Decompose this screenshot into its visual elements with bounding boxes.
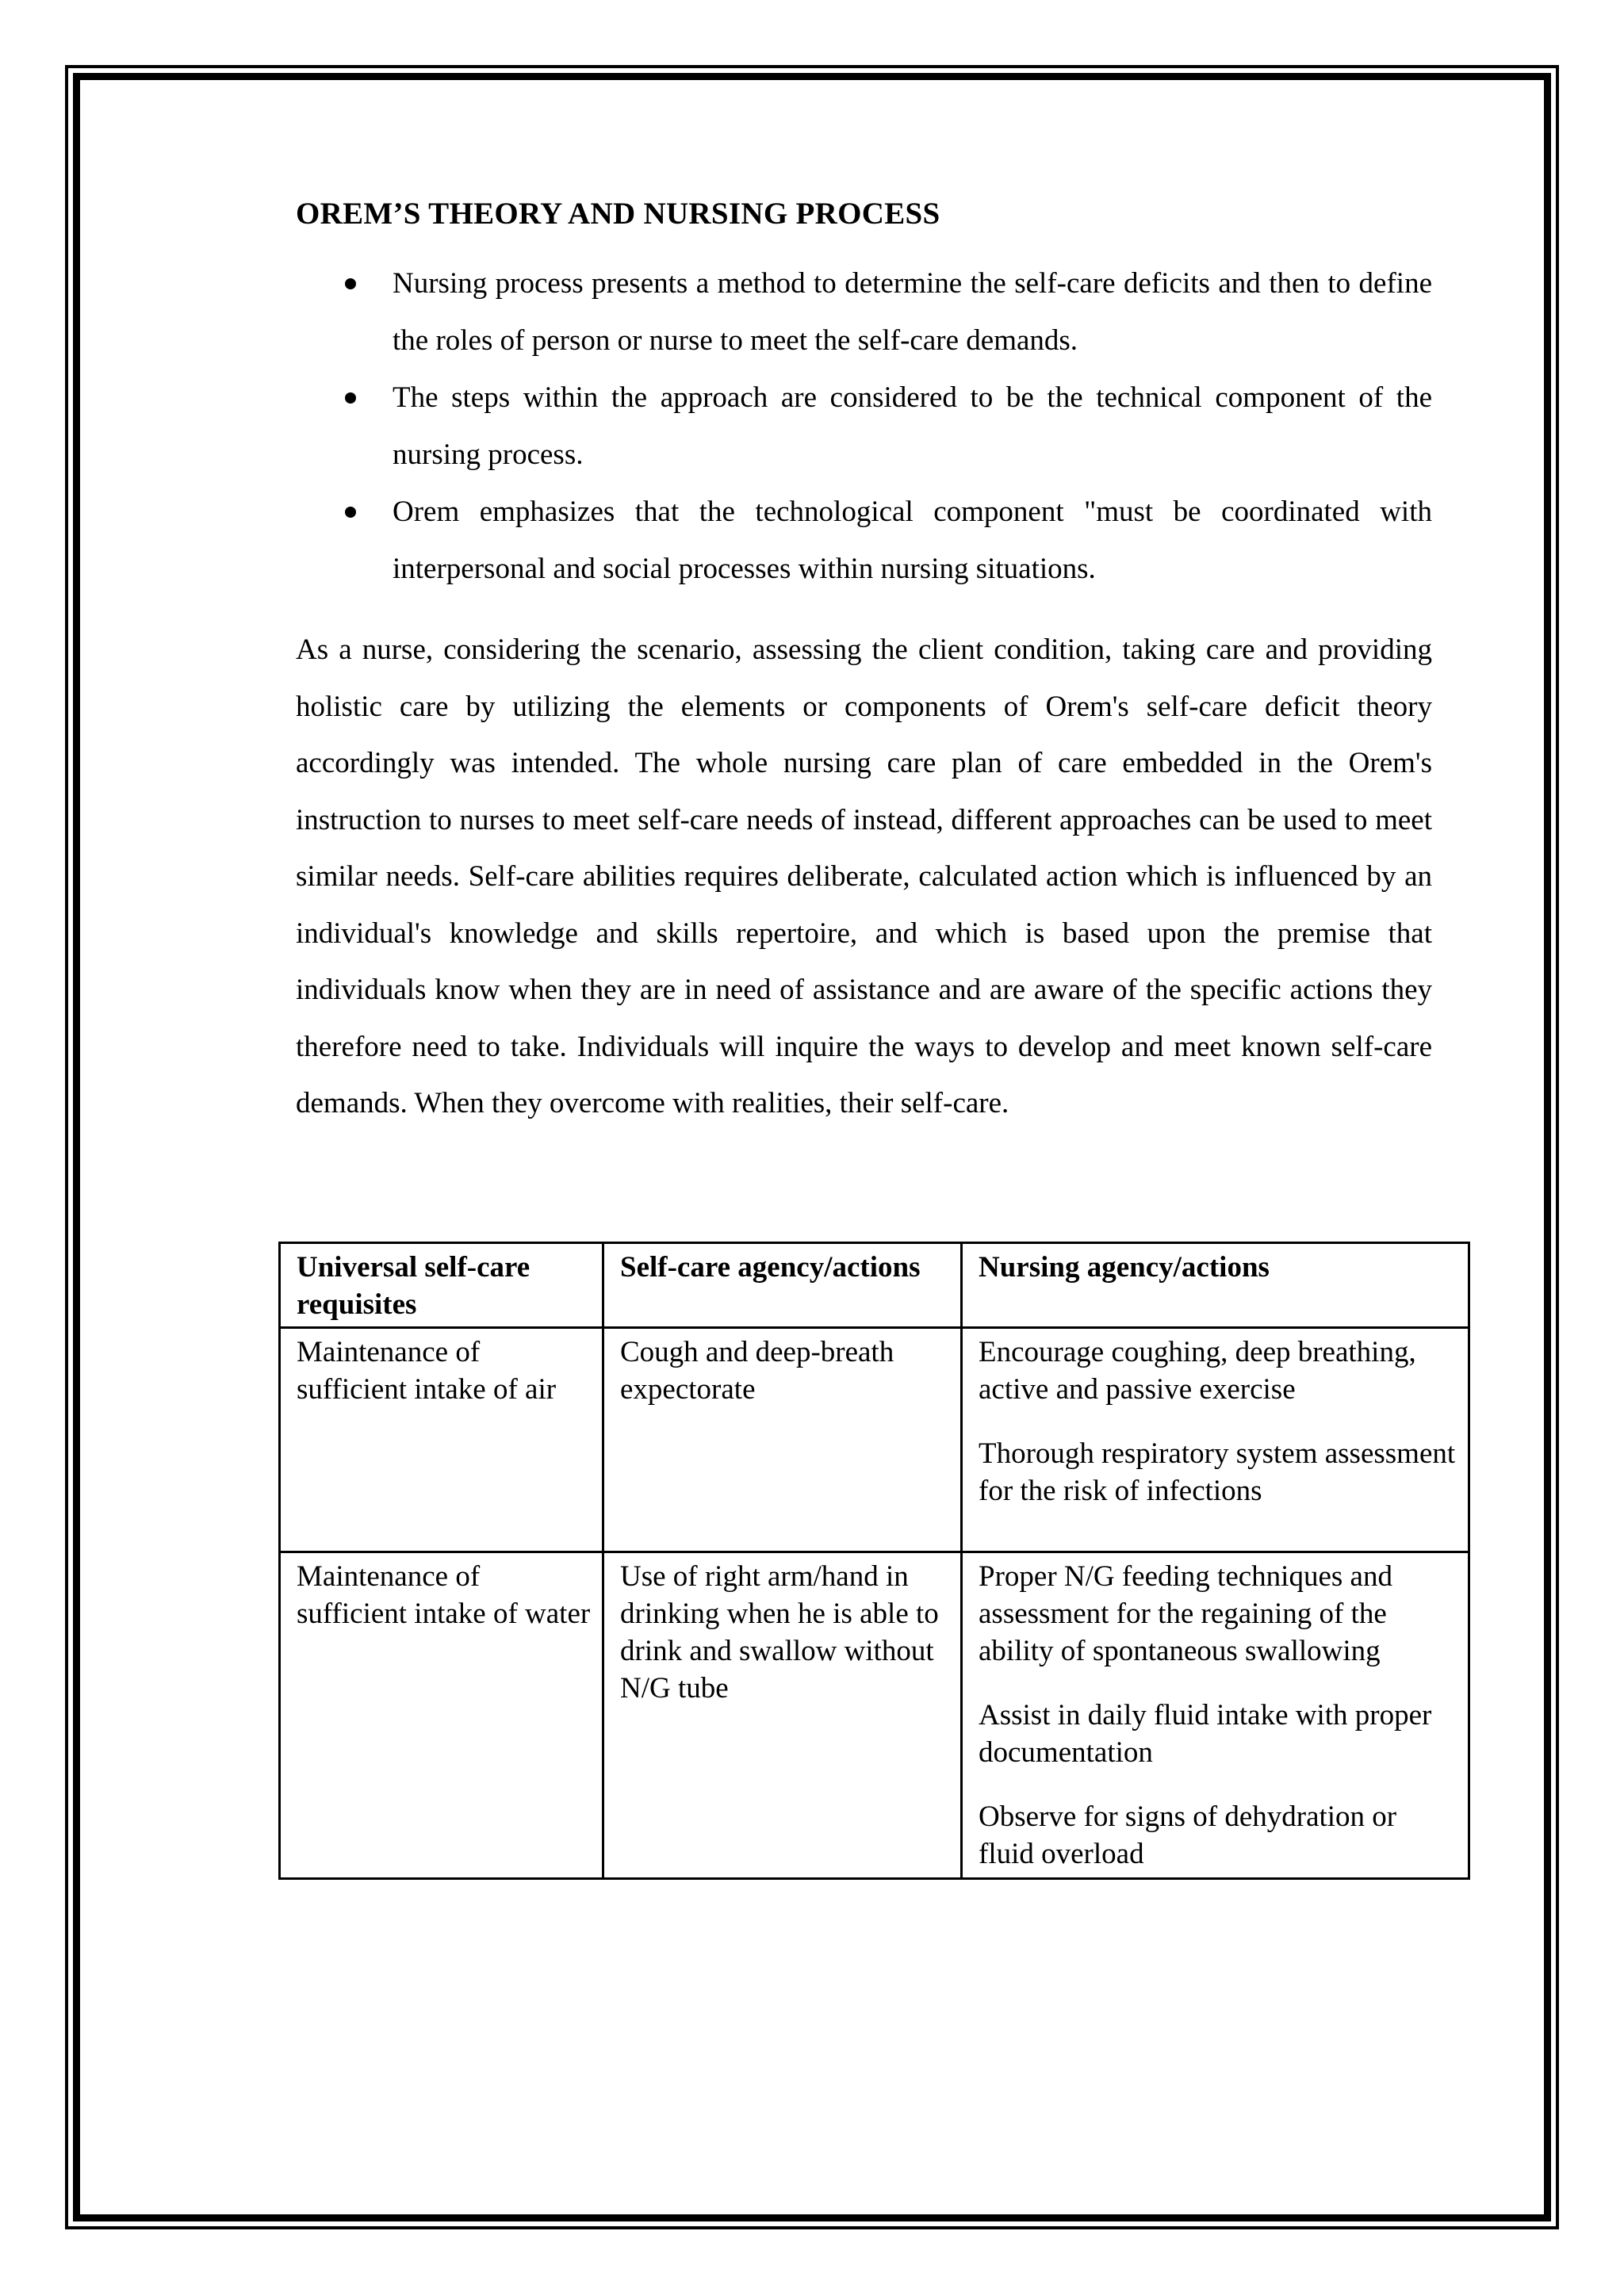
bullet-text: Nursing process presents a method to determine the self-care deficits and then to define the roles of person or nurse to meet the self-care demands. [393, 267, 1432, 357]
table-header-row [280, 1243, 1469, 1328]
bullet-list [296, 255, 1432, 598]
bullet-icon [345, 392, 356, 404]
cell-nursing [962, 1328, 1469, 1552]
header-self-care-agency: Self-care agency/actions [603, 1243, 962, 1328]
self-care-table [278, 1242, 1470, 1880]
table-row [280, 1328, 1469, 1552]
nursing-action: Observe for signs of dehydration or fluid overload [979, 1800, 1397, 1870]
bullet-text: The steps within the approach are considered to be the technical component of the nursing process. [393, 381, 1432, 471]
cell-self-care: Cough and deep-breath expectorate [603, 1328, 962, 1552]
page-content [296, 190, 1432, 1132]
bullet-item [296, 369, 1432, 484]
cell-requisite: Maintenance of sufficient intake of air [280, 1328, 603, 1552]
nursing-action: Assist in daily fluid intake with proper documentation [979, 1699, 1432, 1769]
nursing-action: Encourage coughing, deep breathing, active and passive exercise [979, 1336, 1416, 1406]
nursing-action: Thorough respiratory system assessment for the risk of infections [979, 1437, 1456, 1507]
cell-requisite: Maintenance of sufficient intake of water [280, 1552, 603, 1879]
bullet-text: Orem emphasizes that the technological component "must be coordinated with interpersonal and social processes within nursing situations. [393, 496, 1432, 585]
bullet-icon [345, 278, 356, 289]
cell-nursing [962, 1552, 1469, 1879]
section-title: OREM’S THEORY AND NURSING PROCESS [296, 197, 940, 231]
nursing-action: Proper N/G feeding techniques and assessment for the regaining of the ability of spontaneous swallowing [979, 1560, 1392, 1667]
table-row [280, 1552, 1469, 1879]
bullet-icon [345, 507, 356, 518]
header-requisites: Universal self-care requisites [280, 1243, 603, 1328]
cell-self-care: Use of right arm/hand in drinking when he is able to drink and swallow without N/G tube [603, 1552, 962, 1879]
bullet-item [296, 255, 1432, 369]
body-paragraph: As a nurse, considering the scenario, assessing the client condition, taking care and providing holistic care by utilizing the elements or components of Orem's self-care deficit theory accordingly was intended. The whole nursing care plan of care embedded in the Orem's instruction to nurses to meet self-care needs of instead, different approaches can be used to meet similar needs. Self-care abilities requires deliberate, calculated action which is influenced by an individual's knowledge and skills repertoire, and which is based upon the premise that individuals know when they are in need of assistance and are aware of the specific actions they therefore need to take. Individuals will inquire the ways to develop and meet known self-care demands. When they overcome with realities, their self-care. [296, 633, 1432, 1119]
bullet-item [296, 484, 1432, 598]
header-nursing-agency: Nursing agency/actions [962, 1243, 1469, 1328]
